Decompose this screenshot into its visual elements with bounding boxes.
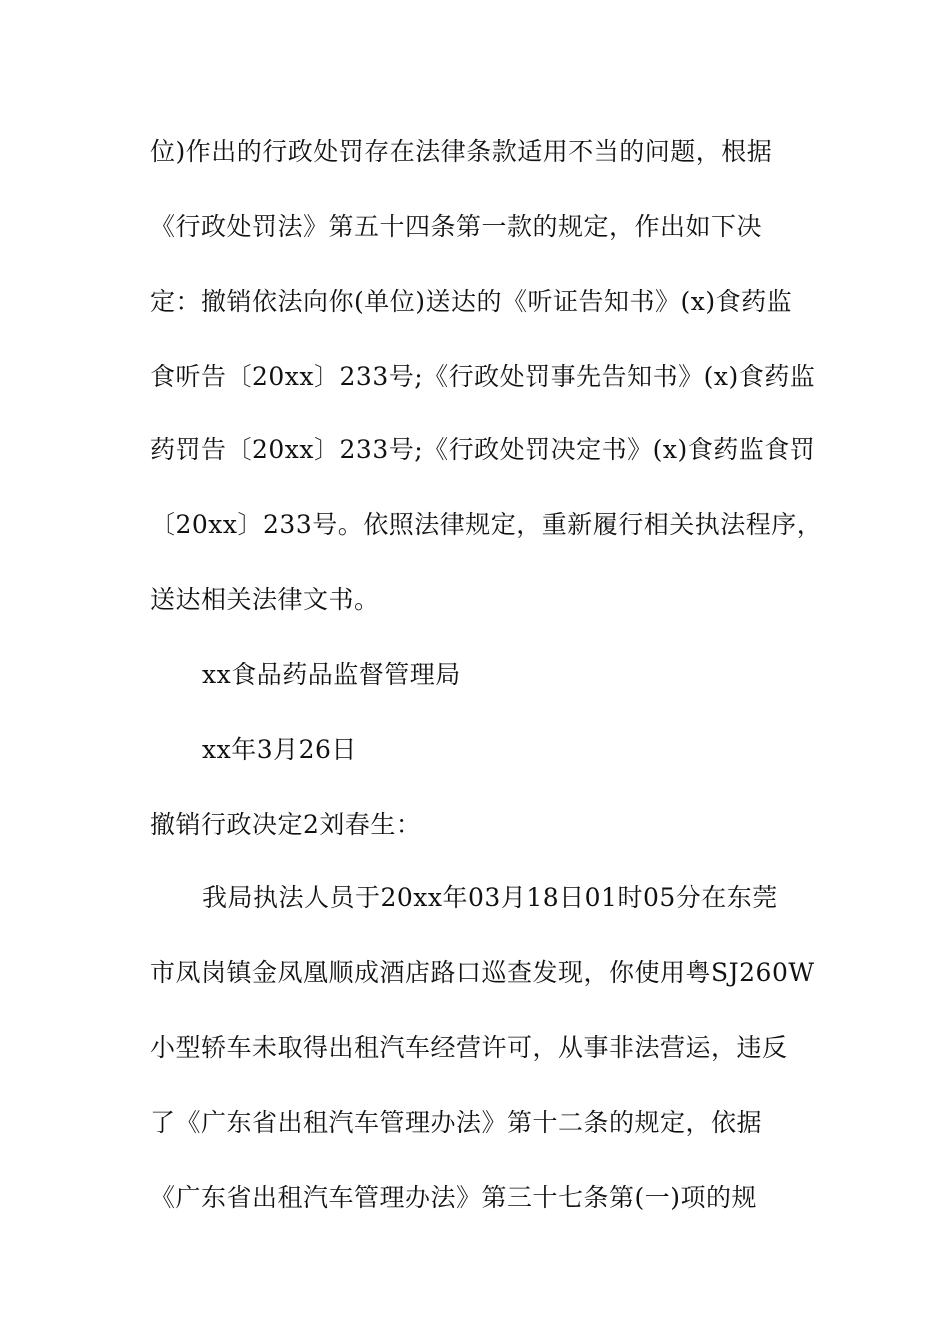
body-text-line: 我局执法人员于20xx年03月18日01时05分在东莞 <box>202 883 778 912</box>
body-text-line: 食听告〔20xx〕233号;《行政处罚事先告知书》(x)食药监 <box>150 362 816 391</box>
body-text-line: 送达相关法律文书。 <box>150 585 380 614</box>
body-text-line: 定：撤销依法向你(单位)送达的《听证告知书》(x)食药监 <box>150 287 793 316</box>
body-text-line: 《广东省出租汽车管理办法》第三十七条第(一)项的规 <box>150 1183 758 1212</box>
body-text-line: 药罚告〔20xx〕233号;《行政处罚决定书》(x)食药监食罚 <box>150 435 816 464</box>
body-text-line: 市凤岗镇金凤凰顺成酒店路口巡查发现，你使用粤SJ260W <box>150 958 815 987</box>
body-text-line: 位)作出的行政处罚存在法律条款适用不当的问题，根据 <box>150 137 773 166</box>
body-text-line: 小型轿车未取得出租汽车经营许可，从事非法营运，违反 <box>150 1033 788 1062</box>
issuing-authority: xx食品药品监督管理局 <box>202 660 461 689</box>
body-text-line: 〔20xx〕233号。依照法律规定，重新履行相关执法程序， <box>150 510 823 539</box>
body-text-line: 《行政处罚法》第五十四条第一款的规定，作出如下决 <box>150 212 763 241</box>
section-heading: 撤销行政决定2刘春生： <box>150 810 422 839</box>
issue-date: xx年3月26日 <box>202 735 357 764</box>
body-text-line: 了《广东省出租汽车管理办法》第十二条的规定，依据 <box>150 1108 763 1137</box>
